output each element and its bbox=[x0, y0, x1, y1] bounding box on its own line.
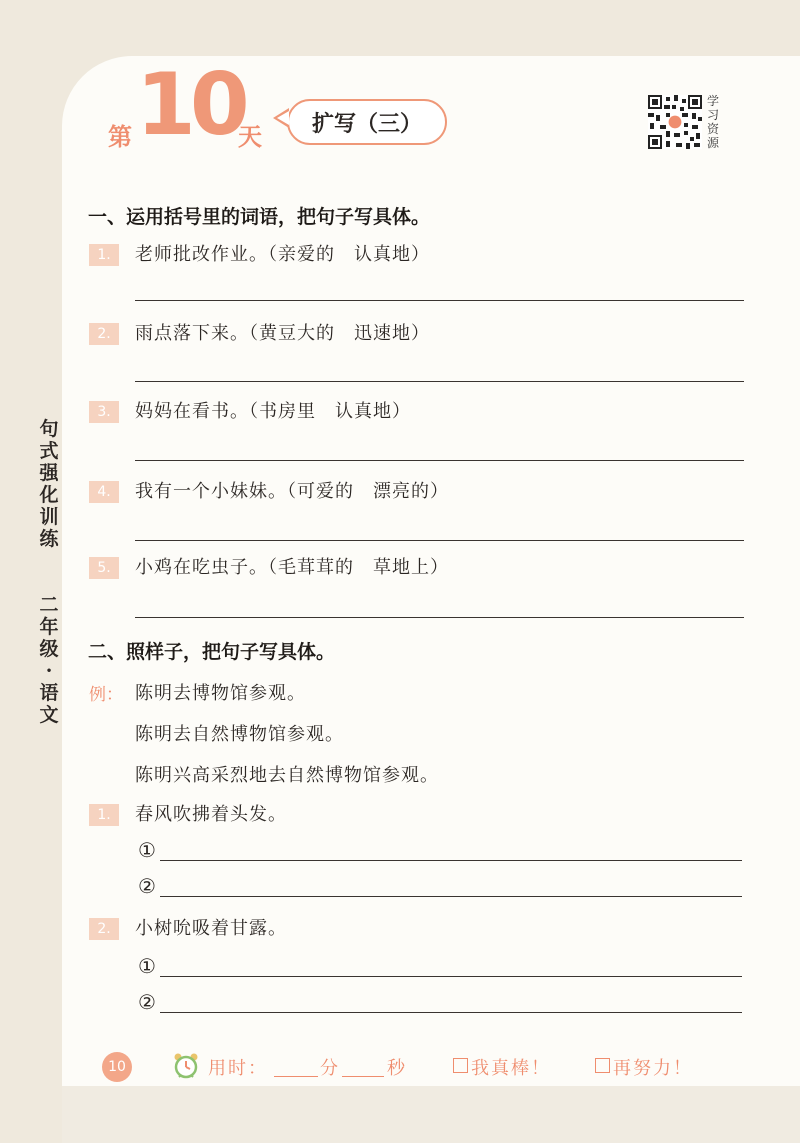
bubble-tail-inner bbox=[277, 111, 289, 125]
example-label: 例： bbox=[89, 685, 123, 705]
bottom-band bbox=[62, 1086, 800, 1143]
question-text: 小鸡在吃虫子。（毛茸茸的 草地上） bbox=[135, 557, 449, 578]
question-number: 1. bbox=[89, 244, 119, 266]
question-number: 1. bbox=[89, 804, 119, 826]
option-great-label: 我真棒！ bbox=[471, 1058, 551, 1079]
example-sentence: 陈明去自然博物馆参观。 bbox=[135, 724, 344, 745]
qr-code-icon[interactable] bbox=[648, 95, 702, 149]
option-try-harder-label: 再努力！ bbox=[613, 1058, 693, 1079]
question-number: 2. bbox=[89, 323, 119, 345]
qr-caption: 学 习 资 源 bbox=[707, 94, 720, 150]
seconds-blank[interactable] bbox=[342, 1076, 384, 1077]
answer-line[interactable] bbox=[160, 976, 742, 977]
page-number: 10 bbox=[102, 1052, 132, 1082]
answer-marker: ① bbox=[138, 838, 156, 862]
example-sentence: 陈明兴高采烈地去自然博物馆参观。 bbox=[135, 765, 439, 786]
question-text: 小树吮吸着甘露。 bbox=[135, 918, 287, 939]
question-number: 4. bbox=[89, 481, 119, 503]
checkbox-great[interactable] bbox=[453, 1058, 468, 1073]
alarm-clock-icon bbox=[172, 1052, 200, 1080]
answer-line[interactable] bbox=[135, 300, 744, 301]
question-text: 我有一个小妹妹。（可爱的 漂亮的） bbox=[135, 481, 449, 502]
question-number: 3. bbox=[89, 401, 119, 423]
example-sentence: 陈明去博物馆参观。 bbox=[135, 683, 306, 704]
day-prefix: 第 bbox=[108, 122, 132, 151]
minute-unit: 分 bbox=[320, 1058, 340, 1079]
question-number: 2. bbox=[89, 918, 119, 940]
answer-line[interactable] bbox=[135, 460, 744, 461]
question-text: 老师批改作业。（亲爱的 认真地） bbox=[135, 244, 430, 265]
second-unit: 秒 bbox=[387, 1058, 407, 1079]
question-text: 妈妈在看书。（书房里 认真地） bbox=[135, 401, 411, 422]
answer-line[interactable] bbox=[160, 896, 742, 897]
question-text: 春风吹拂着头发。 bbox=[135, 804, 287, 825]
checkbox-try-harder[interactable] bbox=[595, 1058, 610, 1073]
answer-marker: ② bbox=[138, 990, 156, 1014]
section1-title: 一、运用括号里的词语，把句子写具体。 bbox=[88, 206, 431, 228]
minutes-blank[interactable] bbox=[274, 1076, 318, 1077]
time-label: 用时： bbox=[208, 1058, 268, 1079]
answer-line[interactable] bbox=[135, 540, 744, 541]
question-text: 雨点落下来。（黄豆大的 迅速地） bbox=[135, 323, 430, 344]
lesson-title: 扩写（三） bbox=[287, 99, 447, 145]
answer-marker: ① bbox=[138, 954, 156, 978]
answer-line[interactable] bbox=[135, 381, 744, 382]
section2-title: 二、照样子，把句子写具体。 bbox=[88, 641, 336, 663]
answer-marker: ② bbox=[138, 874, 156, 898]
day-suffix: 天 bbox=[238, 122, 262, 151]
day-number: 10 bbox=[136, 55, 244, 155]
answer-line[interactable] bbox=[160, 1012, 742, 1013]
answer-line[interactable] bbox=[135, 617, 744, 618]
sidebar-series-title: 句 式 强 化 训 练 bbox=[39, 418, 59, 550]
question-number: 5. bbox=[89, 557, 119, 579]
answer-line[interactable] bbox=[160, 860, 742, 861]
sidebar-grade-subject: 二 年 级 · 语 文 bbox=[39, 594, 59, 726]
